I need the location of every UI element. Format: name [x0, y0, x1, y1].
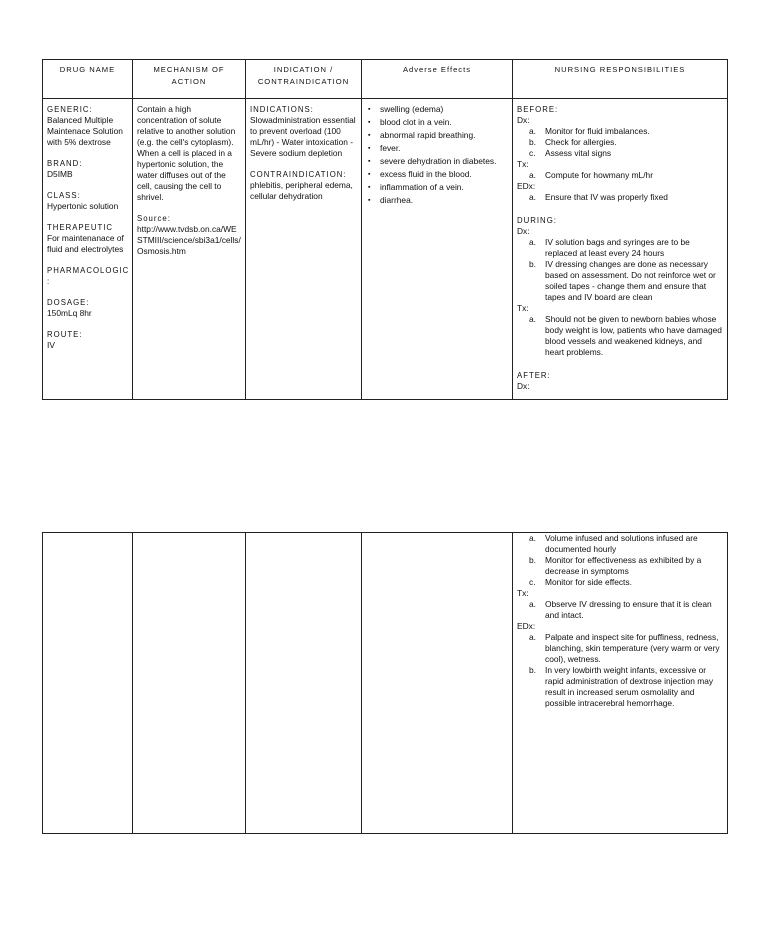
nursing-item: a. Palpate and inspect site for puffiness, redness, blanching, skin temperature (very warm or very cool), wetness.: [545, 632, 723, 665]
header-row: [43, 60, 728, 99]
adverse-effect-item: ▪ excess fluid in the blood.: [380, 169, 508, 180]
nursing-item: a. Monitor for fluid imbalances.: [545, 126, 723, 137]
mechanism-cell-cont: [133, 533, 246, 834]
drug-name-cell-cont: [43, 533, 133, 834]
nursing-item: c. Monitor for side effects.: [545, 577, 723, 588]
therapeutic-value: For maintenanace of fluid and electrolytes: [47, 233, 124, 254]
source-link[interactable]: http://www.tvdsb.on.ca/WESTMIII/science/sbi3a1/cells/Osmosis.htm: [137, 224, 241, 256]
continuation-row: [43, 533, 728, 834]
after-tx-list: [517, 599, 723, 621]
header-adverse-effects: Adverse Effects: [362, 60, 513, 99]
before-edx-label: EDx:: [517, 181, 536, 191]
after-label: AFTER:: [517, 371, 551, 380]
class-label: CLASS:: [47, 191, 81, 200]
therapeutic-label: THERAPEUTIC: [47, 223, 114, 232]
generic-name: Balanced Multiple Maintenace Solution with 5% dextrose: [47, 115, 123, 147]
mechanism-text: Contain a high concentration of solute relative to another solution (e.g. the cell's cytoplasm). When a cell is placed in a hypertonic solution, the water diffuses out of the cell, causing the cell to shrivel.: [137, 104, 236, 202]
header-indication: INDICATION / CONTRAINDICATION: [246, 60, 362, 99]
adverse-effects-cell: [362, 99, 513, 400]
generic-label: GENERIC:: [47, 105, 93, 114]
before-tx-label: Tx:: [517, 159, 529, 169]
adverse-effect-item: ▪ diarrhea.: [380, 195, 508, 206]
brand-name: D5IMB: [47, 169, 73, 179]
during-dx-list: [517, 237, 723, 303]
during-label: DURING:: [517, 216, 557, 225]
adverse-effect-item: ▪ severe dehydration in diabetes.: [380, 156, 508, 167]
drug-name-cell: [43, 99, 133, 400]
dosage-label: DOSAGE:: [47, 298, 90, 307]
nursing-item: a. Observe IV dressing to ensure that it is clean and intact.: [545, 599, 723, 621]
indication-cell: [246, 99, 362, 400]
header-nursing: NURSING RESPONSIBILITIES: [513, 60, 728, 99]
after-dx-list: [517, 533, 723, 588]
during-tx-list: [517, 314, 723, 358]
nursing-item: a. Volume infused and solutions infused are documented hourly: [545, 533, 723, 555]
nursing-cell-cont: [513, 533, 728, 834]
before-label: BEFORE:: [517, 105, 559, 114]
during-dx-label: Dx:: [517, 226, 530, 236]
class-value: Hypertonic solution: [47, 201, 119, 211]
nursing-item: b. In very lowbirth weight infants, excessive or rapid administration of dextrose injection may result in increased serum osmolality and possible intracerebral hemorrhage.: [545, 665, 723, 709]
during-tx-label: Tx:: [517, 303, 529, 313]
dosage-value: 150mLq 8hr: [47, 308, 92, 318]
route-value: IV: [47, 340, 55, 350]
adverse-effect-item: ▪ swelling (edema): [380, 104, 508, 115]
before-edx-list: [517, 192, 723, 203]
contraindication-text: phlebitis, peripheral edema, cellular dehydration: [250, 180, 353, 201]
nursing-item: a. Should not be given to newborn babies whose body weight is low, patients who have damaged blood vessels and weakened kidneys, and heart problems.: [545, 314, 723, 358]
adverse-effect-item: ▪ inflammation of a vein.: [380, 182, 508, 193]
nursing-cell: [513, 99, 728, 400]
adverse-effects-cell-cont: [362, 533, 513, 834]
adverse-effects-list: [366, 104, 508, 206]
contraindication-label: CONTRAINDICATION:: [250, 170, 347, 179]
drug-study-table-page1: [42, 59, 728, 400]
mechanism-cell: [133, 99, 246, 400]
nursing-item: a. Ensure that IV was properly fixed: [545, 192, 723, 203]
indication-cell-cont: [246, 533, 362, 834]
before-tx-list: [517, 170, 723, 181]
drug-study-table-page2: [42, 532, 728, 834]
after-tx-label: Tx:: [517, 588, 529, 598]
route-label: ROUTE:: [47, 330, 83, 339]
indications-label: INDICATIONS:: [250, 105, 314, 114]
nursing-item: b. IV dressing changes are done as necessary based on assessment. Do not reinforce wet or soiled tapes - change them and ensure that tapes and IV board are clean: [545, 259, 723, 303]
adverse-effect-item: ▪ blood clot in a vein.: [380, 117, 508, 128]
after-edx-label: EDx:: [517, 621, 536, 631]
nursing-item: c. Assess vital signs: [545, 148, 723, 159]
after-dx-label: Dx:: [517, 381, 530, 391]
nursing-item: a. IV solution bags and syringes are to be replaced at least every 24 hours: [545, 237, 723, 259]
content-row: [43, 99, 728, 400]
nursing-item: a. Compute for howmany mL/hr: [545, 170, 723, 181]
adverse-effect-item: ▪ abnormal rapid breathing.: [380, 130, 508, 141]
indications-text: Slowadministration essential to prevent overload (100 mL/hr) - Water intoxication - Severe sodium depletion: [250, 115, 356, 158]
before-dx-label: Dx:: [517, 115, 530, 125]
before-dx-list: [517, 126, 723, 159]
source-label: Source:: [137, 214, 171, 223]
header-drug-name: DRUG NAME: [43, 60, 133, 99]
header-mechanism: MECHANISM OF ACTION: [133, 60, 246, 99]
nursing-item: b. Check for allergies.: [545, 137, 723, 148]
nursing-item: b. Monitor for effectiveness as exhibited by a decrease in symptoms: [545, 555, 723, 577]
brand-label: BRAND:: [47, 159, 83, 168]
after-edx-list: [517, 632, 723, 709]
adverse-effect-item: ▪ fever.: [380, 143, 508, 154]
pharmacologic-label: PHARMACOLOGIC :: [47, 266, 130, 286]
